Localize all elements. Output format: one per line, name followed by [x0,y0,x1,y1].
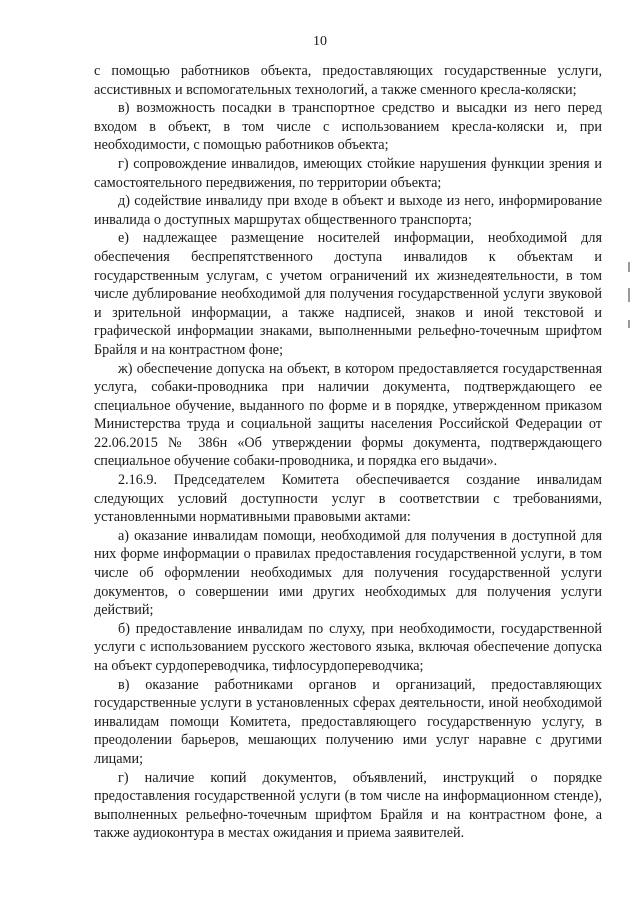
scan-margin-mark [628,320,630,328]
page-number: 10 [313,34,327,49]
paragraph-item-zh: ж) обеспечение допуска на объект, в котором предоставляется государственная услуга, собаки-проводника при наличии документа, подтверждающего ее специальное обучение, выданного по форме и в порядке, утвержденном приказом Министерства труда и социальной защиты населения Российской Федерации от 22.06.2015 № 386н «Об утверждении формы документа, подтверждающего специальное обучение собаки-проводника, и порядка его выдачи». [94,360,602,470]
paragraph-item-g: г) сопровождение инвалидов, имеющих стойкие нарушения функции зрения и самостоятельного передвижения, по территории объекта; [94,155,602,191]
paragraph-item-a: а) оказание инвалидам помощи, необходимой для получения в доступной для них форме информации о правилах предоставления государственной услуги, в том числе об оформлении необходимых для получения государственной услуги документов, о совершении ими других необходимых для получения услуги действий; [94,527,602,619]
paragraph-section-2-16-9: 2.16.9. Председателем Комитета обеспечивается создание инвалидам следующих условий доступности услуг в соответствии с требованиями, установленными нормативными правовыми актами: [94,472,602,526]
document-body [94,62,602,843]
paragraph-item-b: б) предоставление инвалидам по слуху, при необходимости, государственной услуги с использованием русского жестового языка, включая обеспечение допуска на объект сурдопереводчика, тифлосурдопереводчика; [94,620,602,674]
paragraph-item-v-2: в) оказание работниками органов и организаций, предоставляющих государственные услуги в установленных сферах деятельности, иной необходимой инвалидам помощи Комитета, предоставляющего государственную услугу, в преодолении барьеров, мешающих получению ими услуг наравне с другими лицами; [94,676,602,767]
scan-margin-mark [628,262,630,272]
paragraph-continuation: с помощью работников объекта, предоставляющих государственные услуги, ассистивных и вспомогательных технологий, а также сменного кресла-коляски; [94,63,602,98]
paragraph-item-v: в) возможность посадки в транспортное средство и высадки из него перед входом в объект, в том числе с использованием кресла-коляски и, при необходимости, с помощью работников объекта; [94,100,602,154]
paragraph-item-d: д) содействие инвалиду при входе в объект и выходе из него, информирование инвалида о доступных маршрутах общественного транспорта; [94,193,602,228]
paragraph-item-g-2: г) наличие копий документов, объявлений, инструкций о порядке предоставления государственной услуги (в том числе на информационном стенде), выполненных рельефно-точечным шрифтом Брайля и на контрастном фоне, а также аудиоконтура в местах ожидания и приема заявителей. [94,769,602,842]
scan-margin-mark [628,288,630,302]
paragraph-item-e: е) надлежащее размещение носителей информации, необходимой для обеспечения беспрепятственного доступа инвалидов к объектам и государственным услугам, с учетом ограничений их жизнедеятельности, в том числе дублирование необходимой для получения государственной услуги звуковой и зрительной информации, а также надписей, знаков и иной текстовой и графической информации знаками, выполненными рельефно-точечным шрифтом Брайля и на контрастном фоне; [94,230,602,358]
